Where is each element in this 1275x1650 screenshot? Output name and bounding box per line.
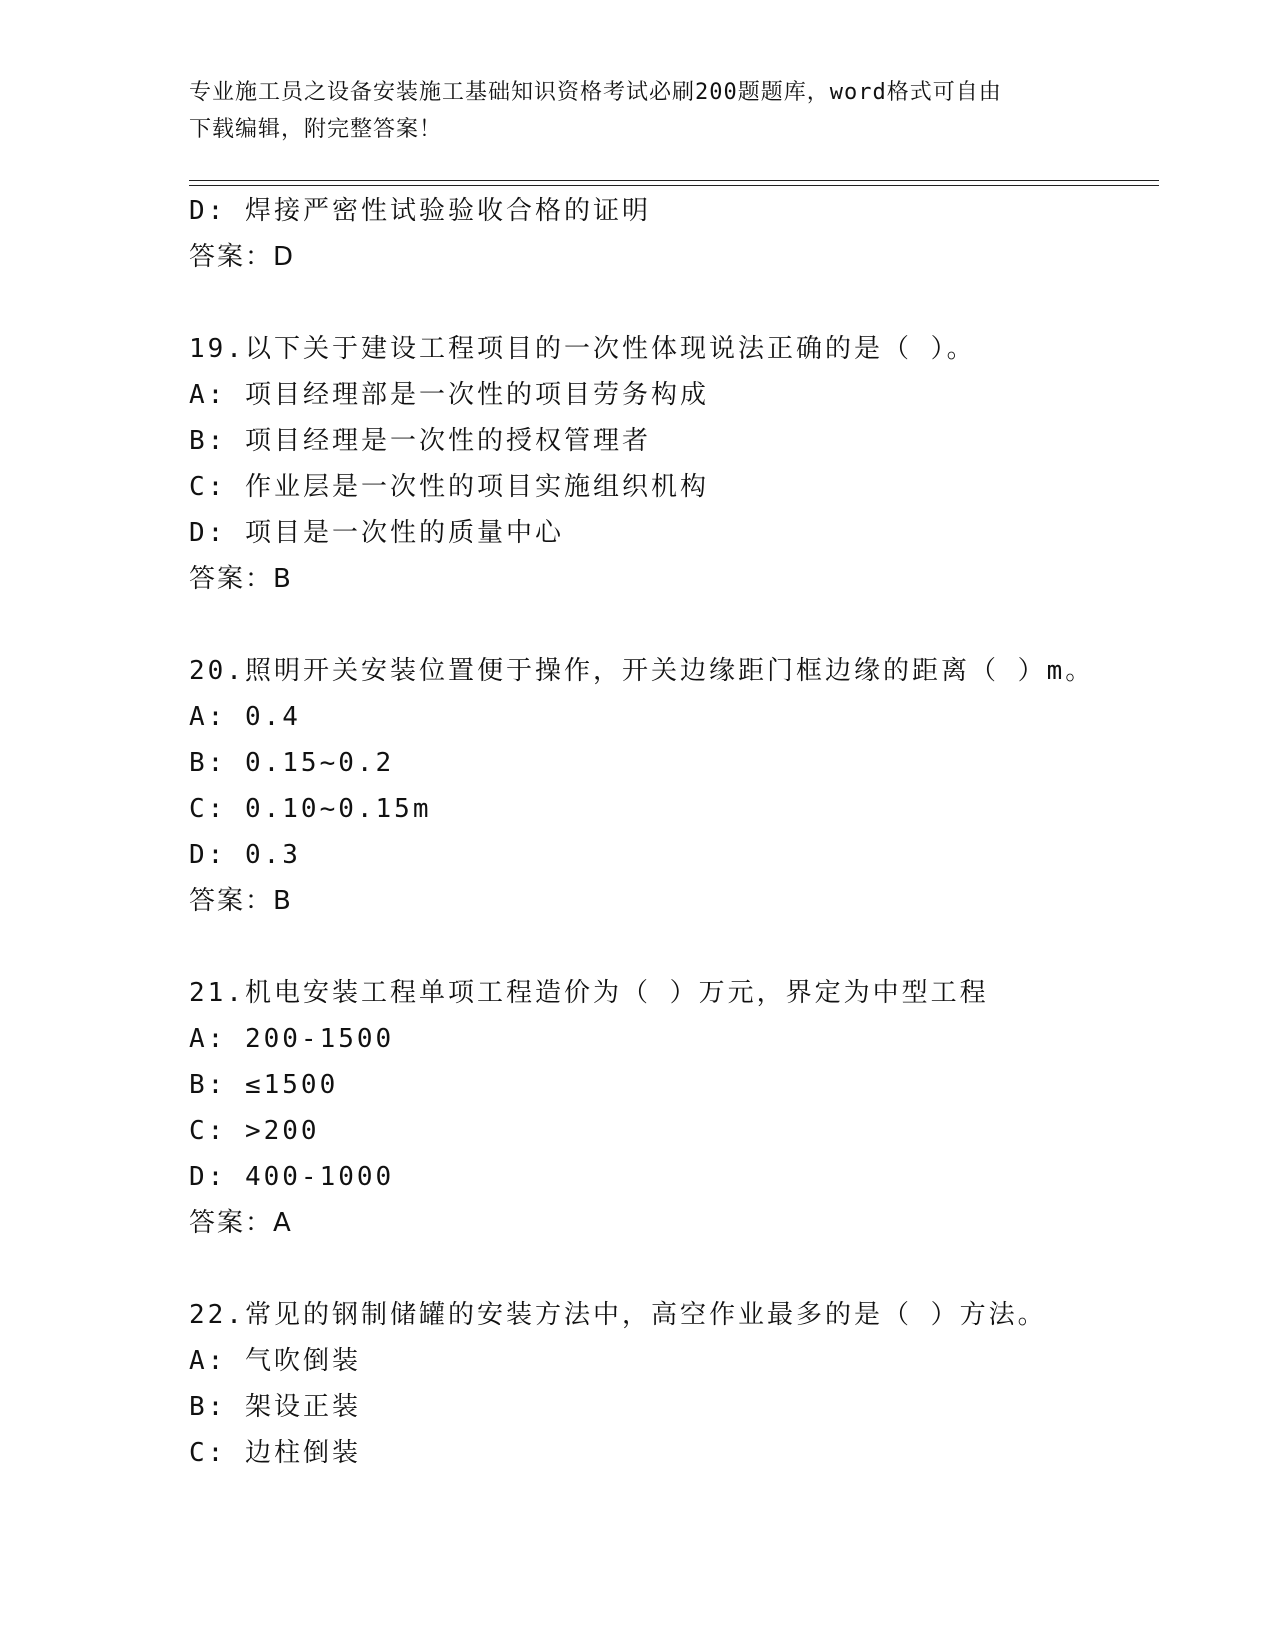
option-c: C: 边柱倒装: [189, 1438, 361, 1468]
question-stem: 22.常见的钢制储罐的安装方法中，高空作业最多的是（ ）方法。: [189, 1300, 1047, 1330]
option-b: B: 架设正装: [189, 1392, 361, 1422]
answer: 答案：D: [189, 242, 296, 272]
header-title-line-1: 专业施工员之设备安装施工基础知识资格考试必刷200题题库，word格式可自由: [189, 80, 1002, 105]
option-c: C: 0.10~0.15m: [189, 794, 432, 824]
option-b: B: ≤1500: [189, 1070, 339, 1100]
question-block-20: [189, 648, 1189, 924]
question-stem: 21.机电安装工程单项工程造价为（ ）万元，界定为中型工程: [189, 978, 989, 1008]
header-divider-bottom: [189, 185, 1159, 186]
option-d: D: 焊接严密性试验验收合格的证明: [189, 196, 651, 226]
answer: 答案：A: [189, 1208, 293, 1238]
page-header: [189, 74, 1089, 148]
question-block-18: [189, 188, 1189, 280]
option-b: B: 项目经理是一次性的授权管理者: [189, 426, 651, 456]
spacer: [189, 924, 1189, 970]
option-c: C: 作业层是一次性的项目实施组织机构: [189, 472, 709, 502]
spacer: [189, 1246, 1189, 1292]
question-block-22: [189, 1292, 1189, 1476]
answer: 答案：B: [189, 886, 293, 916]
option-a: A: 0.4: [189, 702, 301, 732]
option-d: D: 0.3: [189, 840, 301, 870]
header-divider-top: [189, 180, 1159, 181]
question-block-19: [189, 326, 1189, 602]
answer: 答案：B: [189, 564, 293, 594]
question-stem: 19.以下关于建设工程项目的一次性体现说法正确的是（ ）。: [189, 334, 976, 364]
spacer: [189, 280, 1189, 326]
question-list: [189, 188, 1189, 1476]
question-block-21: [189, 970, 1189, 1246]
option-a: A: 气吹倒装: [189, 1346, 361, 1376]
spacer: [189, 602, 1189, 648]
option-c: C: >200: [189, 1116, 320, 1146]
question-stem: 20.照明开关安装位置便于操作，开关边缘距门框边缘的距离（ ）m。: [189, 656, 1095, 686]
option-a: A: 项目经理部是一次性的项目劳务构成: [189, 380, 709, 410]
option-d: D: 项目是一次性的质量中心: [189, 518, 564, 548]
option-a: A: 200-1500: [189, 1024, 395, 1054]
header-title-line-2: 下载编辑，附完整答案！: [189, 117, 443, 142]
option-d: D: 400-1000: [189, 1162, 395, 1192]
option-b: B: 0.15~0.2: [189, 748, 395, 778]
